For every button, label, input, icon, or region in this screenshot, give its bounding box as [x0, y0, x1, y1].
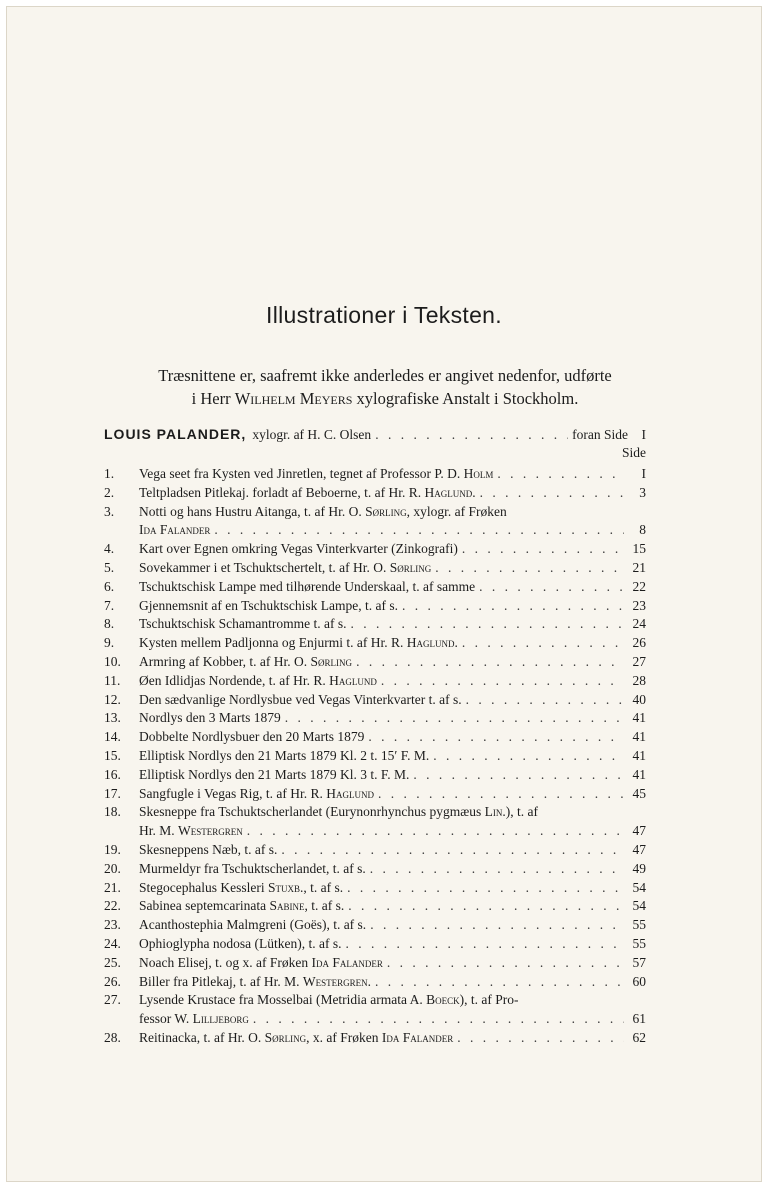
- intro-line-2: [60, 387, 710, 410]
- list-item: [104, 861, 646, 880]
- item-cont-smallcaps: Ida Falander: [139, 522, 211, 538]
- item-text-smallcaps: Sabine: [269, 898, 305, 914]
- dot-leader: [214, 522, 624, 538]
- item-page: 3: [639, 484, 646, 500]
- item-page: 62: [632, 1029, 646, 1045]
- item-text-main: Sangfugle i Vegas Rig, t. af Hr. R.: [139, 785, 327, 801]
- list-item: [104, 729, 646, 748]
- item-text-rest: xylogr. af Frøken: [410, 503, 507, 519]
- item-page: 41: [632, 747, 646, 763]
- item-page: 41: [632, 766, 646, 782]
- item-text: [139, 861, 366, 877]
- item-text-main: Murmeldyr fra Tschuktscherlandet, t. af s.: [139, 860, 366, 876]
- intro-line-2-name: Wilhelm Meyers: [234, 389, 353, 408]
- dot-leader: [381, 673, 624, 689]
- item-text-main: Reitinacka, t. af Hr. O.: [139, 1029, 265, 1045]
- item-page: 28: [632, 672, 646, 688]
- item-text-main: Acanthostephia Malmgreni (Goës), t. af s.: [139, 917, 367, 933]
- item-number: 7.: [104, 597, 115, 613]
- item-text-main: Biller fra Pitlekaj, t. af Hr. M.: [139, 973, 303, 989]
- item-page: 8: [639, 522, 646, 538]
- item-text-rest: ), t. af Pro-: [459, 992, 519, 1008]
- dot-leader: [351, 616, 624, 632]
- item-page: 54: [632, 879, 646, 895]
- item-number: 21.: [104, 879, 121, 895]
- list-item: [104, 786, 646, 805]
- frontispiece-text: xylogr. af H. C. Olsen: [252, 427, 372, 442]
- item-text-main: Kysten mellem Padljonna og Enjurmi t. af Hr. R.: [139, 635, 407, 651]
- item-number: 1.: [104, 466, 115, 481]
- illustrations-list: [104, 466, 646, 1049]
- dot-leader: [347, 880, 624, 896]
- item-text: [139, 767, 409, 783]
- dot-leader: [348, 898, 624, 914]
- item-text-smallcaps-2: Ida Falander: [378, 1029, 454, 1045]
- item-text-main: Skesneppe fra Tschuktscherlandet (Eurynonrhynchus pygmæus: [139, 804, 485, 820]
- item-text: [139, 955, 383, 971]
- item-text: [139, 654, 352, 670]
- item-text-continuation: [139, 823, 243, 839]
- list-item: [104, 804, 646, 823]
- item-text: [139, 541, 458, 557]
- item-number: 17.: [104, 785, 121, 801]
- item-number: 10.: [104, 653, 121, 669]
- item-text: [139, 485, 476, 501]
- list-item: [104, 842, 646, 861]
- item-number: 16.: [104, 766, 121, 782]
- item-text-main: Ophioglypha nodosa (Lütken), t. af s.: [139, 935, 342, 951]
- item-text: [139, 504, 507, 520]
- dot-leader: [387, 955, 624, 971]
- dot-leader: [433, 748, 624, 764]
- item-page: 60: [632, 973, 646, 989]
- item-text-smallcaps: Sørling,: [365, 503, 410, 519]
- list-item: [104, 504, 646, 523]
- item-text: [139, 936, 341, 952]
- intro-line-1: Træsnittene er, saafremt ikke anderledes er angivet nedenfor, udførte: [158, 366, 612, 385]
- list-item-continuation: [104, 823, 646, 842]
- item-number: 4.: [104, 541, 115, 557]
- item-page: I: [641, 466, 646, 481]
- item-page: 26: [632, 635, 646, 651]
- item-page: 47: [632, 823, 646, 839]
- frontispiece-page: I: [641, 427, 646, 442]
- item-number: 23.: [104, 917, 121, 933]
- item-text-main: Sabinea septemcarinata: [139, 898, 270, 914]
- item-number: 2.: [104, 484, 115, 500]
- item-cont-text: fessor W.: [139, 1011, 193, 1027]
- item-page: 24: [632, 616, 646, 632]
- item-number: 19.: [104, 841, 121, 857]
- item-text: [139, 579, 475, 595]
- item-text-smallcaps: Holm: [463, 466, 494, 481]
- item-number: 28.: [104, 1029, 121, 1045]
- item-page: 22: [632, 578, 646, 594]
- item-number: 27.: [104, 992, 121, 1008]
- item-page: 41: [632, 729, 646, 745]
- dot-leader: [466, 692, 624, 708]
- item-text: [139, 729, 364, 745]
- item-text-main: Armring af Kobber, t. af Hr. O.: [139, 653, 311, 669]
- item-page: 55: [632, 917, 646, 933]
- item-text: [139, 917, 366, 933]
- list-item: [104, 692, 646, 711]
- list-item: [104, 579, 646, 598]
- dot-leader: [281, 842, 624, 858]
- item-text-main: Elliptisk Nordlys den 21 Marts 1879 Kl. 2 t. 15′ F. M.: [139, 747, 430, 763]
- item-page: 23: [632, 597, 646, 613]
- list-item: [104, 616, 646, 635]
- item-text-main: Dobbelte Nordlysbuer den 20 Marts 1879: [139, 729, 365, 745]
- dot-leader: [356, 654, 624, 670]
- item-text-smallcaps: Westergren.: [302, 973, 371, 989]
- item-text-main: Noach Elisej, t. og x. af Frøken: [139, 954, 312, 970]
- dot-leader: [413, 767, 624, 783]
- item-text-main: Sovekammer i et Tschuktschertelt, t. af Hr. O.: [139, 559, 390, 575]
- dot-leader: [378, 786, 624, 802]
- dot-leader: [247, 823, 624, 839]
- item-cont-smallcaps: Lilljeborg: [192, 1011, 249, 1027]
- item-text-rest: , t. af s.: [304, 898, 345, 914]
- dot-leader: [370, 917, 624, 933]
- item-number: 12.: [104, 691, 121, 707]
- list-item-continuation: [104, 1011, 646, 1030]
- dot-leader: [345, 936, 624, 952]
- item-text: [139, 992, 519, 1008]
- item-number: 15.: [104, 747, 121, 763]
- item-page: 41: [632, 710, 646, 726]
- item-text: [139, 598, 398, 614]
- list-item: [104, 466, 646, 485]
- item-text-continuation: [139, 522, 210, 538]
- frontispiece-name: LOUIS PALANDER,: [104, 426, 247, 442]
- frontispiece-entry: [104, 426, 646, 463]
- item-text-main: Tschuktschisk Lampe med tilhørende Underskaal, t. af samme: [139, 578, 476, 594]
- item-text-main: Teltpladsen Pitlekaj. forladt af Beboerne, t. af Hr. R.: [139, 484, 425, 500]
- item-text-rest: ), t. af: [505, 804, 538, 820]
- item-page: 57: [632, 954, 646, 970]
- item-cont-smallcaps: Westergren: [178, 823, 243, 839]
- dot-leader: [370, 861, 624, 877]
- intro-line-2-prefix: i Herr: [191, 389, 231, 408]
- item-text-smallcaps: Ida Falander: [311, 954, 383, 970]
- item-text: [139, 974, 371, 990]
- item-text: [139, 1030, 453, 1046]
- dot-leader: [457, 1030, 624, 1046]
- item-text-main: Kart over Egnen omkring Vegas Vinterkvarter (Zinkografi): [139, 541, 458, 557]
- item-text: [139, 560, 431, 576]
- item-text: [139, 880, 343, 896]
- item-page: 15: [632, 541, 646, 557]
- item-number: 18.: [104, 804, 121, 820]
- dot-leader: [479, 579, 624, 595]
- list-item: [104, 673, 646, 692]
- dot-leader: [462, 541, 624, 557]
- dot-leader: [253, 1011, 624, 1027]
- item-number: 11.: [104, 672, 121, 688]
- item-text-smallcaps: Sørling: [264, 1029, 307, 1045]
- list-item: [104, 654, 646, 673]
- item-text: [139, 786, 374, 802]
- list-item: [104, 598, 646, 617]
- item-number: 26.: [104, 973, 121, 989]
- item-number: 5.: [104, 559, 115, 575]
- item-text-smallcaps: Boeck: [426, 992, 460, 1008]
- item-text-smallcaps: Stuxb.: [267, 879, 304, 895]
- dot-leader: [402, 598, 624, 614]
- item-text-main: Den sædvanlige Nordlysbue ved Vegas Vinterkvarter t. af s.: [139, 691, 462, 707]
- list-item: [104, 560, 646, 579]
- item-text-main: Gjennemsnit af en Tschuktschisk Lampe, t. af s.: [139, 597, 398, 613]
- item-text-main: Vega seet fra Kysten ved Jinretlen, tegnet af Professor P. D.: [139, 466, 464, 481]
- item-text-main: Stegocephalus Kessleri: [139, 879, 268, 895]
- item-text-main: Tschuktschisk Schamantromme t. af s.: [139, 616, 347, 632]
- item-text-main: Elliptisk Nordlys den 21 Marts 1879 Kl. 3 t. F. M.: [139, 766, 410, 782]
- item-number: 9.: [104, 635, 115, 651]
- item-text-rest: , x. af Frøken: [306, 1029, 379, 1045]
- item-text: [139, 692, 462, 708]
- item-text: [139, 710, 281, 726]
- item-number: 25.: [104, 954, 121, 970]
- item-page: 55: [632, 935, 646, 951]
- item-page: 49: [632, 860, 646, 876]
- item-number: 14.: [104, 729, 121, 745]
- dot-leader: [435, 560, 624, 576]
- item-text: [139, 466, 493, 482]
- item-text: [139, 616, 347, 632]
- list-item: [104, 1030, 646, 1049]
- item-page: 21: [632, 559, 646, 575]
- dot-leader: [462, 635, 624, 651]
- list-item: [104, 635, 646, 654]
- item-text: [139, 635, 458, 651]
- item-text-smallcaps: Haglund.: [424, 484, 476, 500]
- list-item: [104, 485, 646, 504]
- item-text: [139, 673, 377, 689]
- frontispiece-row: [104, 426, 646, 445]
- item-number: 13.: [104, 710, 121, 726]
- item-cont-text: Hr. M.: [139, 823, 179, 839]
- item-text-main: Lysende Krustace fra Mosselbai (Metridia armata A.: [139, 992, 427, 1008]
- intro-paragraph: [60, 364, 710, 410]
- item-page: 47: [632, 841, 646, 857]
- dot-leader: [285, 710, 624, 726]
- frontispiece-placement: foran Side: [572, 427, 628, 442]
- item-text: [139, 748, 429, 764]
- dot-leader: [368, 729, 624, 745]
- list-item: [104, 955, 646, 974]
- item-number: 6.: [104, 578, 115, 594]
- list-item: [104, 541, 646, 560]
- item-text-smallcaps: Lin.: [484, 804, 506, 820]
- dot-leader: [375, 427, 568, 443]
- item-text-main: Skesneppens Næb, t. af s.: [139, 841, 278, 857]
- item-text-smallcaps: Sørling: [389, 559, 432, 575]
- item-page: 54: [632, 898, 646, 914]
- item-text: [139, 898, 344, 914]
- item-number: 24.: [104, 935, 121, 951]
- item-text-smallcaps: Haglund: [329, 672, 377, 688]
- page-title: Illustrationer i Teksten.: [266, 302, 502, 328]
- item-page: 40: [632, 691, 646, 707]
- list-item-continuation: [104, 522, 646, 541]
- item-page: 27: [632, 653, 646, 669]
- item-page: 45: [632, 785, 646, 801]
- item-text: [139, 842, 277, 858]
- item-page: 61: [632, 1011, 646, 1027]
- item-number: 22.: [104, 898, 121, 914]
- list-item: [104, 748, 646, 767]
- list-item: [104, 898, 646, 917]
- side-column-header: Side: [621, 445, 646, 460]
- list-item: [104, 710, 646, 729]
- item-text-main: Notti og hans Hustru Aitanga, t. af Hr. O.: [139, 503, 366, 519]
- item-text: [139, 804, 538, 820]
- item-number: 3.: [104, 503, 115, 519]
- intro-line-2-suffix: xylografiske Anstalt i Stockholm.: [356, 389, 579, 408]
- dot-leader: [375, 974, 624, 990]
- list-item: [104, 974, 646, 993]
- list-item: [104, 917, 646, 936]
- list-item: [104, 936, 646, 955]
- item-text-continuation: [139, 1011, 249, 1027]
- list-item: [104, 880, 646, 899]
- item-number: 8.: [104, 616, 115, 632]
- list-item: [104, 767, 646, 786]
- item-text-main: Øen Idlidjas Nordende, t. af Hr. R.: [139, 672, 330, 688]
- item-text-smallcaps: Haglund.: [406, 635, 458, 651]
- dot-leader: [497, 466, 624, 482]
- item-text-smallcaps: Sørling: [310, 653, 353, 669]
- dot-leader: [480, 485, 624, 501]
- item-number: 20.: [104, 860, 121, 876]
- list-item: [104, 992, 646, 1011]
- item-text-rest: , t. af s.: [303, 879, 344, 895]
- item-text-main: Nordlys den 3 Marts 1879: [139, 710, 281, 726]
- item-text-smallcaps: Haglund: [326, 785, 374, 801]
